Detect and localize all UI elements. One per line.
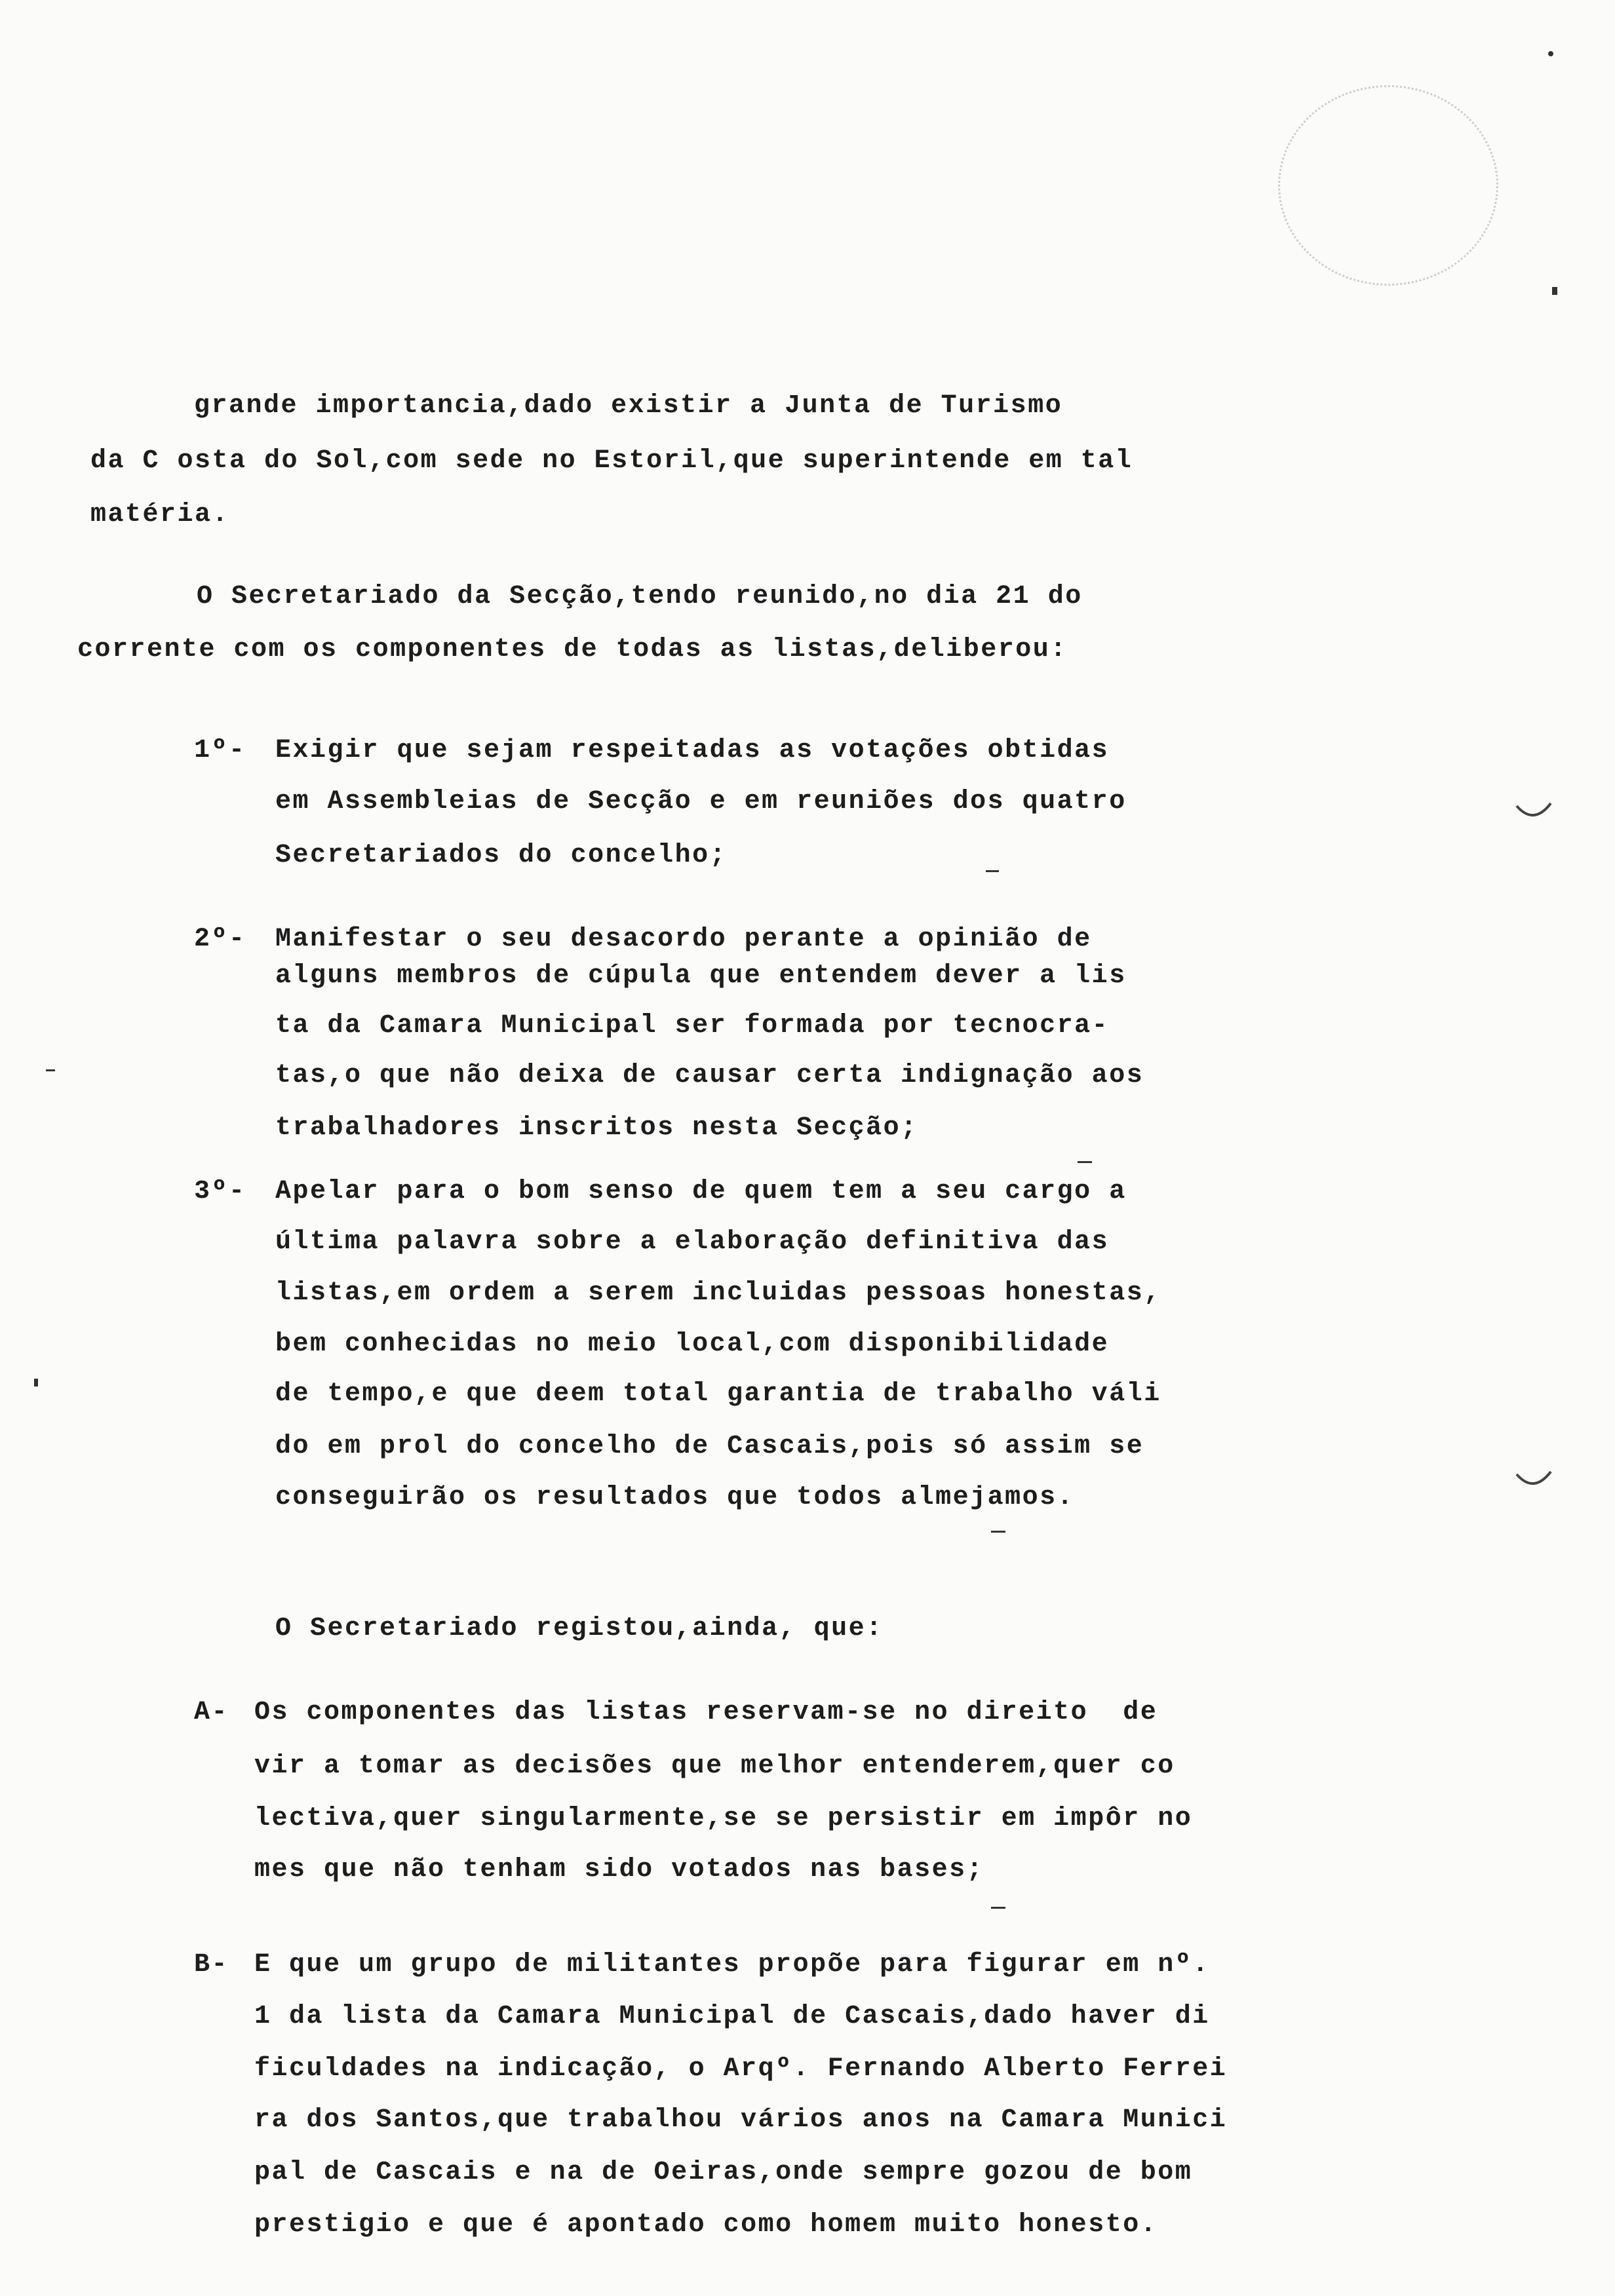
scan-speck bbox=[34, 1379, 38, 1387]
text-line: Manifestar o seu desacordo perante a opinião de bbox=[275, 925, 1092, 954]
dash-mark bbox=[46, 1069, 55, 1071]
text-line: Secretariados do concelho; bbox=[275, 841, 728, 870]
text-line: em Assembleias de Secção e em reuniões dos quatro bbox=[275, 787, 1127, 816]
scan-speck bbox=[1548, 51, 1553, 56]
text-line: vir a tomar as decisões que melhor entenderem,quer co bbox=[254, 1751, 1175, 1781]
text-line: trabalhadores inscritos nesta Secção; bbox=[275, 1113, 918, 1143]
text-line: prestigio e que é apontado como homem muito honesto. bbox=[254, 2210, 1158, 2240]
text-line: mes que não tenham sido votados nas bases; bbox=[254, 1855, 984, 1885]
text-line: E que um grupo de militantes propõe para figurar em nº. bbox=[254, 1950, 1210, 1980]
text-line: de tempo,e que deem total garantia de trabalho váli bbox=[275, 1379, 1161, 1409]
text-line: matéria. bbox=[90, 500, 230, 529]
text-line: ficuldades na indicação, o Arqº. Fernando Alberto Ferrei bbox=[254, 2054, 1228, 2084]
dash-mark bbox=[986, 870, 999, 872]
text-line: Apelar para o bom senso de quem tem a seu cargo a bbox=[275, 1177, 1127, 1206]
punch-mark bbox=[1514, 1468, 1553, 1494]
text-line: tas,o que não deixa de causar certa indignação aos bbox=[275, 1061, 1144, 1090]
item-number: 2º- bbox=[194, 925, 246, 954]
text-line: listas,em ordem a serem incluidas pessoas honestas, bbox=[275, 1278, 1161, 1308]
item-number: 1º- bbox=[194, 736, 246, 765]
text-line: Os componentes das listas reservam-se no direito de bbox=[254, 1698, 1158, 1727]
scan-speck bbox=[1552, 287, 1557, 295]
text-line: corrente com os componentes de todas as listas,deliberou: bbox=[77, 635, 1068, 664]
text-line: O Secretariado registou,ainda, que: bbox=[275, 1614, 884, 1643]
text-line: ta da Camara Municipal ser formada por tecnocra- bbox=[275, 1011, 1110, 1041]
text-line: pal de Cascais e na de Oeiras,onde sempre gozou de bom bbox=[254, 2158, 1193, 2187]
text-line: da C osta do Sol,com sede no Estoril,que superintende em tal bbox=[90, 446, 1133, 476]
text-line: 1 da lista da Camara Municipal de Cascais,dado haver di bbox=[254, 2002, 1210, 2031]
text-line: conseguirão os resultados que todos almejamos. bbox=[275, 1483, 1075, 1512]
item-number: 3º- bbox=[194, 1177, 246, 1206]
text-line: ra dos Santos,que trabalhou vários anos na Camara Munici bbox=[254, 2105, 1228, 2135]
text-line: última palavra sobre a elaboração definitiva das bbox=[275, 1227, 1110, 1257]
text-line: grande importancia,dado existir a Junta de Turismo bbox=[194, 391, 1063, 421]
dash-mark bbox=[991, 1531, 1005, 1533]
text-line: alguns membros de cúpula que entendem dever a lis bbox=[275, 961, 1127, 991]
faded-stamp bbox=[1278, 85, 1498, 286]
dash-mark bbox=[991, 1907, 1005, 1909]
text-line: Exigir que sejam respeitadas as votações obtidas bbox=[275, 736, 1110, 765]
item-number: A- bbox=[194, 1698, 229, 1727]
item-number: B- bbox=[194, 1950, 229, 1980]
dash-mark bbox=[1078, 1161, 1092, 1163]
text-line: lectiva,quer singularmente,se se persistir em impôr no bbox=[254, 1804, 1193, 1833]
punch-mark bbox=[1514, 799, 1553, 826]
text-line: do em prol do concelho de Cascais,pois só assim se bbox=[275, 1432, 1144, 1461]
text-line: O Secretariado da Secção,tendo reunido,no dia 21 do bbox=[197, 582, 1083, 611]
text-line: bem conhecidas no meio local,com disponibilidade bbox=[275, 1330, 1110, 1359]
